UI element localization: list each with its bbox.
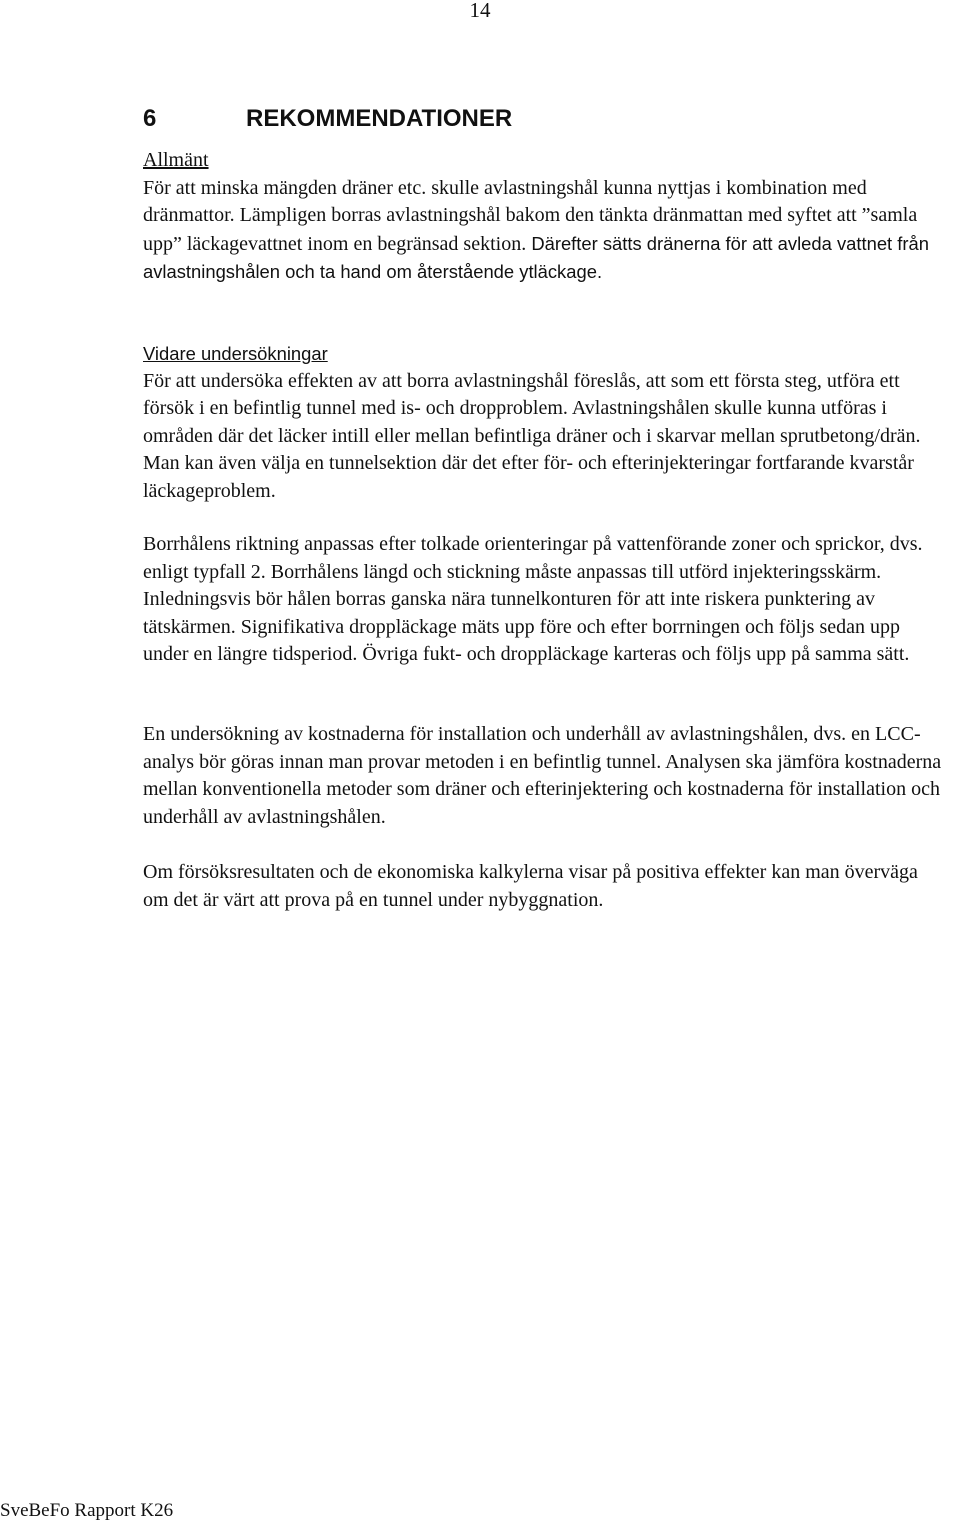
section-allmant	[143, 147, 943, 287]
paragraph-vidare	[143, 368, 943, 506]
subheading-vidare-undersokningar: Vidare undersökningar	[143, 343, 328, 364]
footer-report-label: SveBeFo Rapport K26	[0, 1500, 174, 1521]
paragraph-allmant	[143, 175, 943, 287]
page-number: 14	[469, 0, 491, 22]
paragraph-allmant-part-2: Därefter sätts dränerna för att avleda vattnet från avlastningshålen och ta hand om återstående ytläckage.	[143, 232, 929, 282]
paragraph-vidare-part-2: Avlastningshålen skulle kunna utföras i områden där det läcker intill eller mellan befintliga dräner och i skarvar mellan sprutbetong/drän.	[143, 397, 921, 447]
section-number: 6	[143, 105, 157, 132]
paragraph-lcc-analys	[143, 721, 943, 831]
paragraph-borrhalens	[143, 531, 943, 669]
paragraph-text: En undersökning av kostnaderna för installation och underhåll av avlastningshålen, dvs. en LCC-analys bör göras innan man provar metoden i en befintlig tunnel. Analysen ska jämföra kostnaderna mellan konventionella metoder som dräner och efterinjektering och kostnaderna för installation och underhåll av avlastningshålen.	[143, 723, 942, 828]
paragraph-vidare-part-3: Man kan även välja en tunnelsektion där det efter för- och efterinjekteringar fortfarande kvarstår läckageproblem.	[143, 452, 914, 502]
paragraph-forsoksresultat	[143, 859, 943, 914]
paragraph-text: Om försöksresultaten och de ekonomiska kalkylerna visar på positiva effekter kan man överväga om det är värt att prova på en tunnel under nybyggnation.	[143, 861, 918, 911]
section-heading	[143, 104, 512, 134]
paragraph-vidare-part-1: För att undersöka effekten av att borra avlastningshål föreslås, att som ett första steg, utföra ett försök i en befintlig tunnel med is- och dropproblem.	[143, 369, 900, 419]
section-vidare	[143, 340, 943, 505]
paragraph-allmant-part-1: För att minska mängden dräner etc. skulle avlastningshål kunna nyttjas i kombination med dränmattor. Lämpligen borras avlastningshål bakom den tänkta dränmattan med syftet att ”samla upp” läckagevattnet inom en begränsad sektion.	[143, 176, 918, 255]
section-title: REKOMMENDATIONER	[246, 105, 513, 132]
subheading-allmant: Allmänt	[143, 149, 209, 171]
paragraph-text: Borrhålens riktning anpassas efter tolkade orienteringar på vattenförande zoner och sprickor, dvs. enligt typfall 2. Borrhålens längd och stickning måste anpassas till utförd injekteringsskärm. Inledningsvis bör hålen borras ganska nära tunnelkonturen för att inte riskera punktering av tätskärmen. Signifikativa droppläckage mäts upp före och efter borrningen och följs sedan upp under en längre tidsperiod. Övriga fukt- och droppläckage karteras och följs upp på samma sätt.	[143, 533, 923, 665]
